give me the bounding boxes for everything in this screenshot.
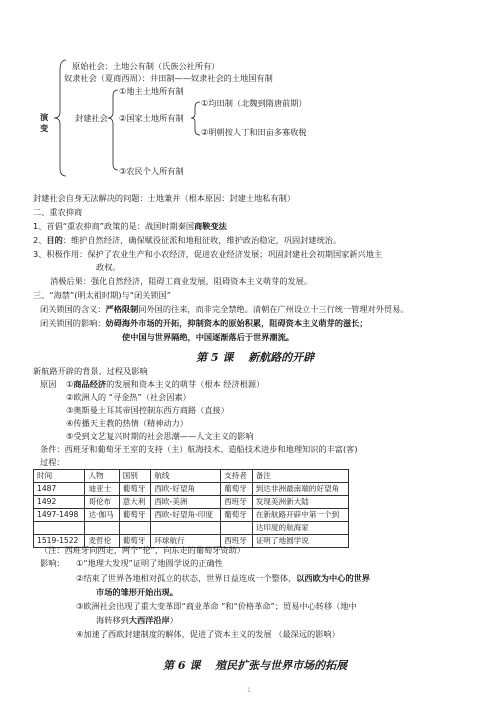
impact-2: ②结束了世界各地相对孤立的状态，世界日益连成一个整体，以西欧为中心的世界 (76, 573, 370, 583)
table-header-cell: 时间 (34, 470, 85, 483)
impact-1: ①“地理大发现”证明了地圆学说的正确性 (76, 558, 223, 568)
closed-door-meaning: 闭关锁国的含义：严格限制同外国的往来，而非完全禁绝。清朝在广州设立十三行统一管理对外贸易。 (40, 304, 409, 314)
table-cell: 在新航路开辟中第一个到 (252, 509, 348, 522)
cause-4: ④传播天主教的热情（精神动力） (66, 418, 188, 428)
process-label: 过程： (40, 457, 65, 467)
lesson-6-title: 第 6 课 殖民扩张与世界市场的拓展 (163, 659, 348, 672)
table-cell: 西欧-美洲 (151, 496, 221, 509)
table-cell: 1519-1522 (34, 535, 85, 548)
table-cell: 麦哲伦 (85, 535, 119, 548)
table-cell: 环球航行 (151, 535, 221, 548)
table-cell: 西欧-好望角 (151, 483, 221, 496)
table-header-cell: 航线 (151, 470, 221, 483)
table-cell: 达·伽马 (85, 509, 119, 522)
table-cell: 葡萄牙 (221, 509, 253, 522)
section-heading-3: 三、“海禁”(明太祖时期)与“闭关锁国” (33, 290, 171, 300)
land-annexation-problem: 封建社会自身无法解决的问题：土地兼并（根本原因：封建土地私有制） (33, 193, 296, 203)
impact-3: ③欧洲社会出现了重大变革即“商业革命 ”和“价格革命”；贸易中心转移（地中 (76, 601, 357, 611)
table-cell: 达印度的航海家 (252, 522, 348, 535)
note-line: （注：西班牙向西走，两个“伦”，向东走的葡萄牙资助） (40, 545, 245, 555)
peasant-ownership: ③农民个人所有制 (119, 166, 184, 176)
table-cell: 葡萄牙 (119, 509, 151, 522)
cause-5: ⑤受到文艺复兴时期的社会思潮——人文主义的影响 (66, 431, 254, 441)
table-cell: 1497-1498 (34, 509, 85, 522)
table-cell: 西班牙 (221, 535, 253, 548)
table-row (34, 509, 349, 522)
cause-3: ③奥斯曼土耳其帝国控制东西方商路（直接） (66, 405, 229, 415)
table-cell: 发现美洲新大陆 (252, 496, 348, 509)
ming-tax-system: ②明朝按人丁和田亩多寡收税 (201, 127, 307, 137)
table-cell: 西欧-好望角-印度 (151, 509, 221, 522)
conditions-line: 条件：西班牙和葡萄牙王室的支持（主）航海技术、造船技术进步和地理知识的丰富(客) (40, 444, 358, 454)
impact-label: 影响： (40, 558, 65, 568)
primitive-society-line: 原始社会：土地公有制（氏族公社所有） (72, 61, 220, 71)
voyages-table (33, 469, 349, 548)
table-cell (221, 522, 253, 535)
impact-4: ④加速了西欧封建制度的解体，促进了资本主义的发展 （最深远的影响） (76, 629, 340, 639)
zhongnong-line-4: 消极后果：强化自然经济，阻碍工商业发展，阻碍资本主义萌芽的发展。 (50, 276, 313, 286)
zhongnong-line-3b: 政权。 (96, 262, 121, 272)
impact-2b: 市场的雏形开始出现。 (96, 587, 178, 597)
zhongnong-line-1: 1、首倡“重农抑商”政策的是：战国时期秦国商鞅变法 (33, 221, 227, 231)
table-row (34, 496, 349, 509)
table-header-row (34, 470, 349, 483)
table-cell: 到达非洲最南端的好望角 (252, 483, 348, 496)
table-cell: 葡萄牙 (221, 483, 253, 496)
cause-1: ①商品经济的发展和资本主义的萌芽（根本 经济根源） (66, 379, 265, 389)
landlord-ownership: ①地主土地所有制 (119, 86, 184, 96)
table-cell: 葡萄牙 (119, 535, 151, 548)
zhongnong-line-2: 2、目的：维护自然经济，确保赋役征派和地租征收，维护政治稳定，巩固封建统治。 (33, 235, 342, 245)
table-cell: 1492 (34, 496, 85, 509)
table-cell: 1487 (34, 483, 85, 496)
feudal-society-label: 封建社会 (75, 113, 108, 123)
section-heading-2: 二、重农抑商 (33, 207, 83, 217)
table-header-cell: 备注 (252, 470, 348, 483)
table-cell: 迪亚士 (85, 483, 119, 496)
table-header-cell: 国别 (119, 470, 151, 483)
evolution-side-label: 演 变 (40, 112, 49, 133)
table-cell: 哥伦布 (85, 496, 119, 509)
table-header-cell: 支持者 (221, 470, 253, 483)
equal-field-system: ①均田制（北魏到隋唐前期） (201, 98, 307, 108)
page-number: 1 (247, 687, 251, 694)
slave-society-line: 奴隶社会（夏商西周）：井田制——奴隶社会的土地国有制 (64, 73, 273, 83)
closed-door-impact-2: 使中国与世界隔绝，中国逐渐落后于世界潮流。 (122, 332, 294, 342)
causes-label: 原因 (40, 379, 57, 389)
closed-door-impact: 闭关锁国的影响：妨碍海外市场的开拓，抑制资本的原始积累，阻碍资本主义萌芽的滋长； (40, 318, 368, 328)
cause-2: ②欧洲人的 “寻金热”（社会因素） (66, 392, 191, 402)
zhongnong-line-3: 3、积极作用：保护了农业生产和小农经济，促进农业经济发展；巩固封建社会初期国家新兴地主 (33, 249, 383, 259)
table-cell (85, 522, 119, 535)
table-cell: 西班牙 (221, 496, 253, 509)
lesson-5-subtitle: 新航路开辟的背景、过程及影响 (33, 366, 148, 376)
state-ownership: ②国家土地所有制 (119, 113, 184, 123)
table-cell (119, 522, 151, 535)
table-header-cell: 人物 (85, 470, 119, 483)
impact-3b: 海转移到大西洋沿岸） (96, 615, 178, 625)
table-cell: 意大利 (119, 496, 151, 509)
table-cell: 葡萄牙 (119, 483, 151, 496)
table-row (34, 483, 349, 496)
table-cell: 证明了地圆学说 (252, 535, 348, 548)
lesson-5-title: 第 5 课 新航路的开辟 (196, 351, 315, 364)
table-cell (151, 522, 221, 535)
table-row (34, 522, 349, 535)
table-cell (34, 522, 85, 535)
